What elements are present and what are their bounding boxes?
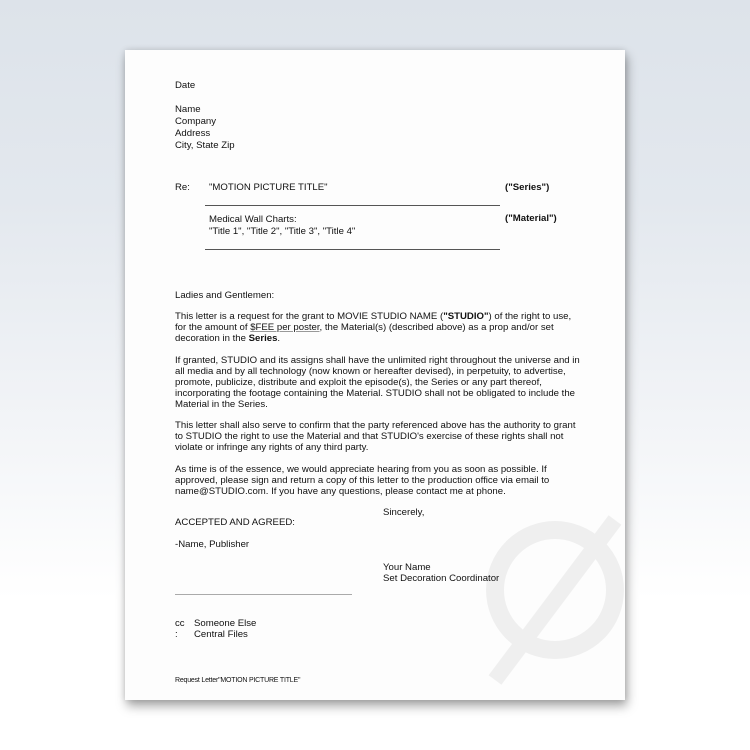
series-tag: ("Series") — [505, 182, 550, 193]
cc-recipient: Someone Else — [194, 618, 257, 629]
paragraph-authority: This letter shall also serve to confirm that the party referenced above has the authority to grant to STUDIO the right to use the Material and that STUDIO's exercise of these rights shall not violate or infringe any rights of any third party. — [175, 420, 576, 453]
recipient-address: Address — [175, 128, 211, 139]
paragraph-rights: If granted, STUDIO and its assigns shall have the unlimited right throughout the universe and in all media and by all technology (now known or hereafter devised), in perpetuity, to advertise, promote, publicize, distribute and exploit the episode(s), the Series or any part thereof, incorporating the footage containing the Material. STUDIO shall not be obligated to include the Material in the Series. — [175, 355, 580, 410]
date-line: Date — [175, 80, 196, 91]
signature-line — [175, 594, 352, 595]
p1-series: Series — [248, 333, 278, 344]
page-footer: Request Letter"MOTION PICTURE TITLE" — [175, 677, 301, 684]
paragraph-request — [175, 311, 585, 344]
p1-text-a: This letter is a request for the grant to MOVIE STUDIO NAME ( — [175, 311, 444, 322]
cc-recipient: Central Files — [194, 629, 248, 640]
sender-title: Set Decoration Coordinator — [383, 573, 500, 584]
material-line-1: Medical Wall Charts: — [209, 214, 297, 225]
p1-text-c: , the Material(s) (described above) as a prop and/or set decoration in the — [175, 322, 554, 344]
material-tag: ("Material") — [505, 213, 557, 224]
p1-text-d: . — [277, 333, 281, 344]
p1-fee: $FEE per poster — [250, 322, 320, 333]
recipient-city-state-zip: City, State Zip — [175, 140, 235, 151]
material-line-2: "Title 1", "Title 2", "Title 3", "Title 4" — [209, 226, 356, 237]
p1-text-b: ) of the right to use, for the amount of — [175, 311, 572, 333]
closing: Sincerely, — [383, 507, 425, 518]
recipient-name: Name — [175, 104, 201, 115]
re-title: "MOTION PICTURE TITLE" — [209, 182, 328, 193]
salutation: Ladies and Gentlemen: — [175, 290, 275, 301]
sender-name: Your Name — [383, 562, 431, 573]
cc-colon: : — [175, 629, 178, 640]
re-label: Re: — [175, 182, 190, 193]
letter-page — [125, 50, 625, 700]
re-divider-2 — [205, 249, 500, 250]
paragraph-contact: As time is of the essence, we would appreciate hearing from you as soon as possible. If approved, please sign and return a copy of this letter to the production office via email to name@STUDIO.com. If you have any questions, please contact me at phone. — [175, 464, 550, 497]
re-divider-1 — [205, 205, 500, 206]
publisher-line: -Name, Publisher — [175, 539, 250, 550]
recipient-company: Company — [175, 116, 217, 127]
accepted-and-agreed: ACCEPTED AND AGREED: — [175, 517, 295, 528]
watermark-logo — [475, 490, 625, 700]
p1-studio: "STUDIO" — [443, 311, 489, 322]
cc-label: cc — [175, 618, 185, 629]
